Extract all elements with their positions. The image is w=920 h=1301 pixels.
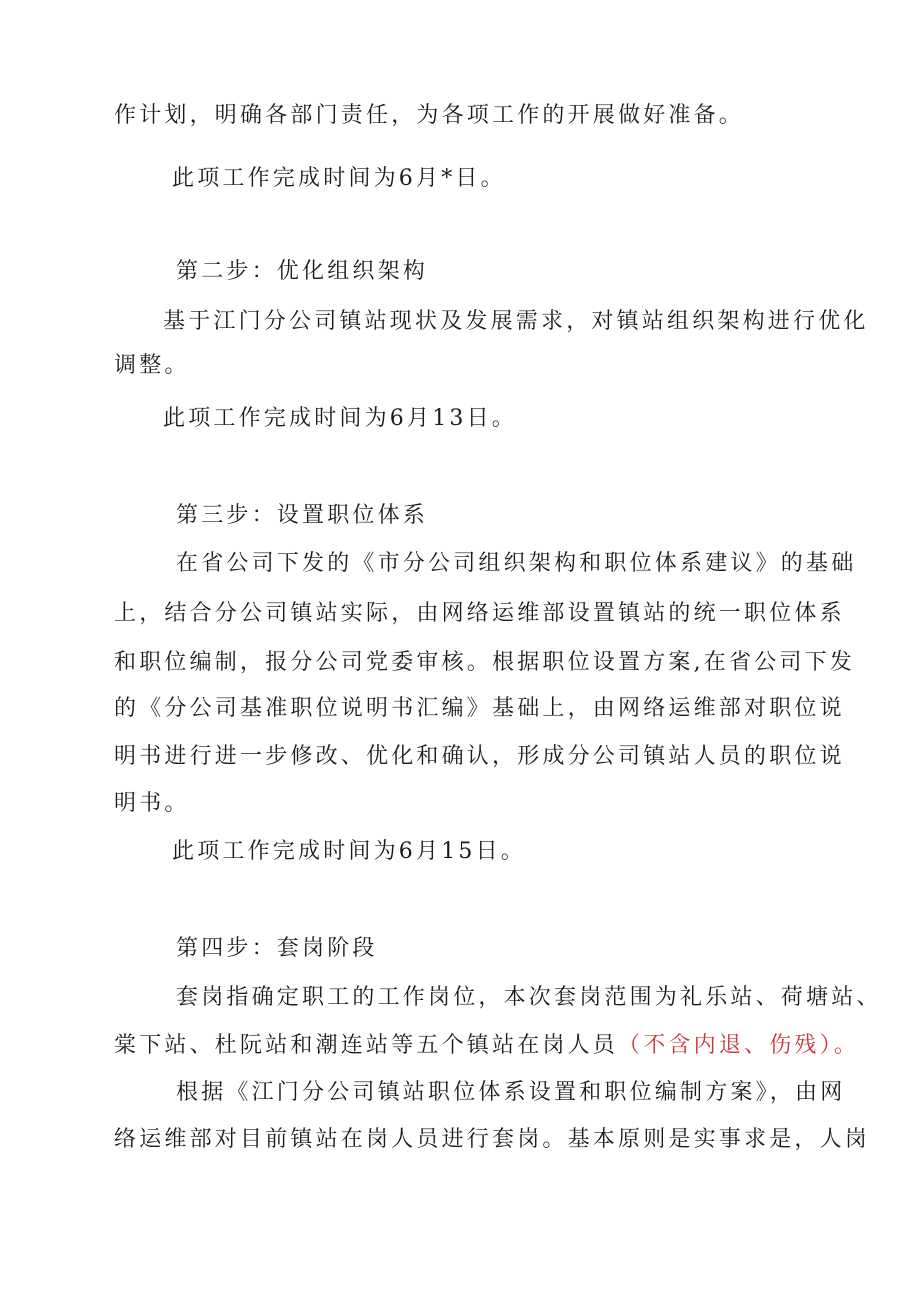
exclusion-note-red: （不含内退、伤残）。 [618, 1033, 860, 1058]
intro-line: 作计划，明确各部门责任，为各项工作的开展做好准备。 [114, 103, 745, 128]
step2-heading: 第二步：优化组织架构 [176, 259, 429, 284]
step2-body-line2: 调整。 [114, 353, 190, 378]
step3-body-line3: 和职位编制，报分公司党委审核。根据职位设置方案,在省公司下发 [114, 650, 855, 675]
step4-body-line3: 根据《江门分公司镇站职位体系设置和职位编制方案》，由网 [176, 1080, 846, 1105]
step4-body-line2 [114, 1031, 859, 1061]
completion-time-step2: 此项工作完成时间为6月13日。 [163, 406, 517, 431]
completion-time-step1: 此项工作完成时间为6月*日。 [172, 166, 506, 191]
step3-heading: 第三步：设置职位体系 [176, 503, 429, 528]
step4-heading: 第四步：套岗阶段 [176, 936, 378, 961]
step4-body-line4: 络运维部对目前镇站在岗人员进行套岗。基本原则是实事求是，人岗 [114, 1127, 871, 1152]
step4-body-line2-main: 棠下站、杜阮站和潮连站等五个镇站在岗人员 [114, 1033, 619, 1058]
step3-body-line2: 上，结合分公司镇站实际，由网络运维部设置镇站的统一职位体系 [114, 601, 845, 626]
step3-body-line5: 明书进行进一步修改、优化和确认，形成分公司镇站人员的职位说 [114, 744, 845, 769]
step4-body-line1: 套岗指确定职工的工作岗位，本次套岗范围为礼乐站、荷塘站、 [176, 985, 882, 1010]
step3-body-line1: 在省公司下发的《市分公司组织架构和职位体系建议》的基础 [176, 551, 857, 576]
step3-body-line6: 明书。 [114, 791, 190, 816]
step2-body-line1: 基于江门分公司镇站现状及发展需求，对镇站组织架构进行优化 [163, 309, 869, 334]
step3-body-line4: 的《分公司基准职位说明书汇编》基础上，由网络运维部对职位说 [114, 696, 845, 721]
completion-time-step3: 此项工作完成时间为6月15日。 [172, 839, 526, 864]
